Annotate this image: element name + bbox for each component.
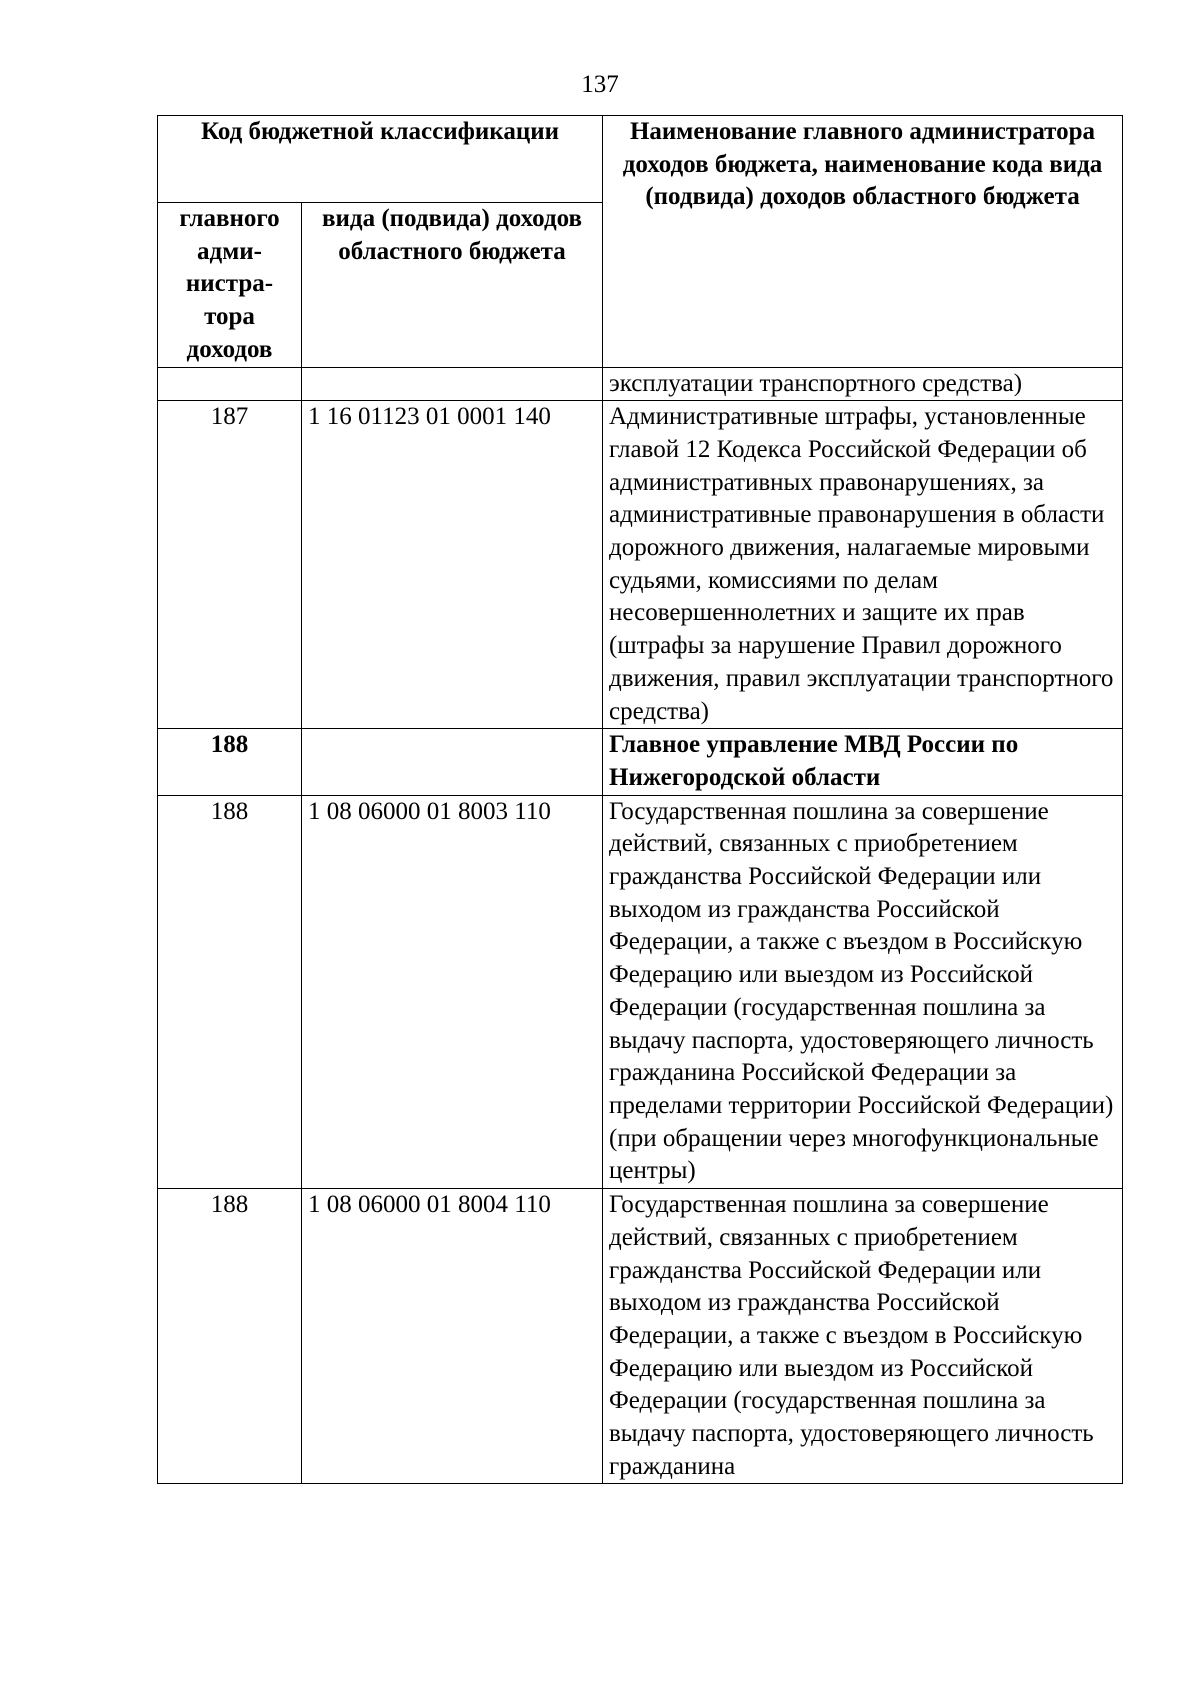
income-code-cell: 1 16 01123 01 0001 140 [302,401,603,729]
admin-code-cell: 188 [158,729,302,795]
income-name-cell: Государственная пошлина за совершение действий, связанных с приобретением гражданства Российской Федерации или выходом из гражданства Российской Федерации, а также с въездом в Российскую Федерацию или выездом из Российской Федерации (государственная пошлина за выдачу паспорта, удостоверяющего личность гражданина Российской Федерации за пределами территории Российской Федерации) (при обращении через многофункциональные центры) [603,795,1123,1188]
header-budget-classification-code: Код бюджетной классификации [158,116,603,203]
admin-code-cell: 187 [158,401,302,729]
header-chief-administrator: главного адми-нистра-тора доходов [158,203,302,368]
budget-classification-table [157,115,1123,1484]
admin-code-cell: 188 [158,1189,302,1484]
table-body [158,367,1123,1484]
table-row [158,367,1123,401]
table-row [158,795,1123,1188]
table-row [158,1189,1123,1484]
admin-code-cell: 188 [158,795,302,1188]
header-income-type: вида (подвида) доходов областного бюджета [302,203,603,368]
income-name-cell: эксплуатации транспортного средства) [603,367,1123,401]
header-administrator-name: Наименование главного администратора доходов бюджета, наименование кода вида (подвида) доходов областного бюджета [603,116,1123,368]
table-row [158,401,1123,729]
administrator-name-cell: Главное управление МВД России по Нижегородской области [603,729,1123,795]
page-number: 137 [581,71,619,98]
income-code-cell [302,367,603,401]
income-name-cell: Государственная пошлина за совершение действий, связанных с приобретением гражданства Российской Федерации или выходом из гражданства Российской Федерации, а также с въездом в Российскую Федерацию или выездом из Российской Федерации (государственная пошлина за выдачу паспорта, удостоверяющего личность гражданина [603,1189,1123,1484]
admin-code-cell [158,367,302,401]
table-header [158,116,1123,368]
income-name-cell: Административные штрафы, установленные главой 12 Кодекса Российской Федерации об административных правонарушениях, за административные правонарушения в области дорожного движения, налагаемые мировыми судьями, комиссиями по делам несовершеннолетних и защите их прав (штрафы за нарушение Правил дорожного движения, правил эксплуатации транспортного средства) [603,401,1123,729]
table-row-administrator [158,729,1123,795]
income-code-cell: 1 08 06000 01 8003 110 [302,795,603,1188]
income-code-cell: 1 08 06000 01 8004 110 [302,1189,603,1484]
income-code-cell [302,729,603,795]
